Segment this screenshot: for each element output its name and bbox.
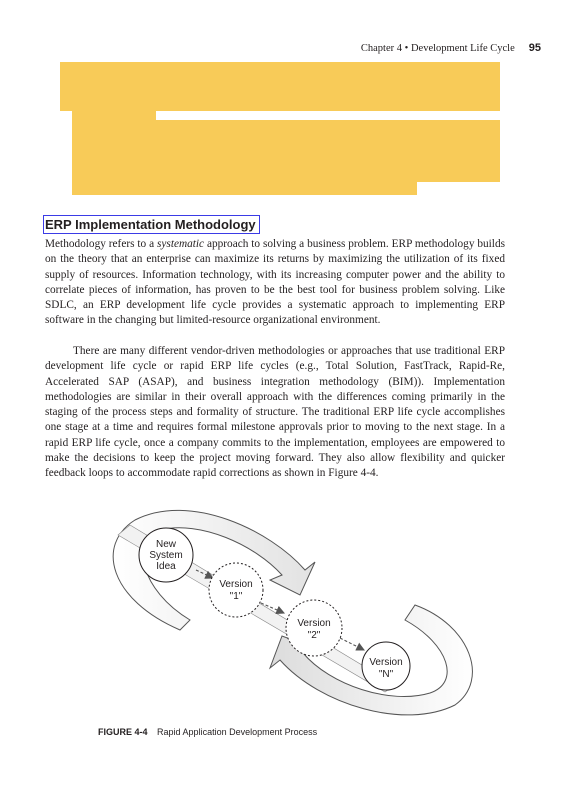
paragraph-1-text-a: Methodology refers to a [45, 238, 158, 250]
node-version-1-line-2: "1" [229, 591, 243, 602]
node-version-1-line-1: Version [219, 579, 253, 590]
node-version-n-line-1: Version [369, 657, 403, 668]
node-version-1 [209, 563, 263, 617]
node-new-system-idea [139, 528, 193, 582]
paragraph-1-italic: systematic [157, 238, 205, 250]
node-new-idea-line-1: New [155, 539, 177, 550]
highlight-block-row1 [60, 82, 500, 111]
figure-caption-text: Rapid Application Development Process [157, 727, 318, 737]
node-version-2-line-1: Version [297, 618, 331, 629]
chapter-label: Chapter 4 [360, 43, 403, 54]
highlight-block-bottom [72, 180, 417, 195]
highlight-block-row2 [72, 120, 500, 182]
node-version-2-line-2: "2" [307, 630, 321, 641]
bullet: • [404, 43, 409, 54]
node-new-idea-line-2: System [149, 550, 183, 561]
paragraph-2-text: There are many different vendor-driven methodologies or approaches that use traditional ERP development life cycle or rapid ERP life cycles (e.g., Total Solution, FastTrack, Rapid-Re, Accelerated SAP (ASAP), and business integration methodology (BIM)). Implementation methodologies are similar in their overall approach with the differences coming primarily in the staging of the process steps and formality of structure. The traditional ERP life cycle accomplishes one stage at a time and requires formal milestone approvals prior to moving to the next stage. In a rapid ERP life cycle, once a company commits to the implementation, employees are empowered to make the decisions to keep the project moving forward. They also allow flexibility and quicker feedback loops to accommodate rapid corrections as shown in Figure 4-4. [45, 345, 505, 480]
paragraph-1-text-b: approach to solving a business problem. ERP methodology builds on the theory that an enterprise can maximize its returns by maximizing the utilization of its fixed supply of resources. Information technology, with its increasing computer power and the ability to correlate pieces of information, has proven to be the best tool for business problem solving. Like SDLC, an ERP development life cycle provides a systematic approach to implementing ERP software in the changing but limited-resource organizational environment. [45, 238, 505, 327]
figure-caption [98, 727, 317, 737]
node-version-n-line-2: "N" [378, 669, 394, 680]
running-header [361, 42, 541, 54]
node-version-2 [286, 600, 342, 656]
section-title[interactable]: ERP Implementation Methodology [43, 215, 260, 234]
figure-label: FIGURE 4-4 [98, 727, 148, 737]
connector-v2-to-vn [340, 638, 364, 650]
paragraph-1 [45, 237, 505, 329]
paragraph-2 [45, 344, 505, 482]
node-new-idea-line-3: Idea [156, 561, 176, 572]
rapid-development-diagram [0, 500, 583, 725]
node-version-n [362, 642, 410, 690]
page-number: 95 [528, 42, 541, 54]
running-header-chapter [361, 43, 515, 54]
chapter-title: Development Life Cycle [410, 43, 515, 54]
highlight-block-top [60, 62, 500, 82]
